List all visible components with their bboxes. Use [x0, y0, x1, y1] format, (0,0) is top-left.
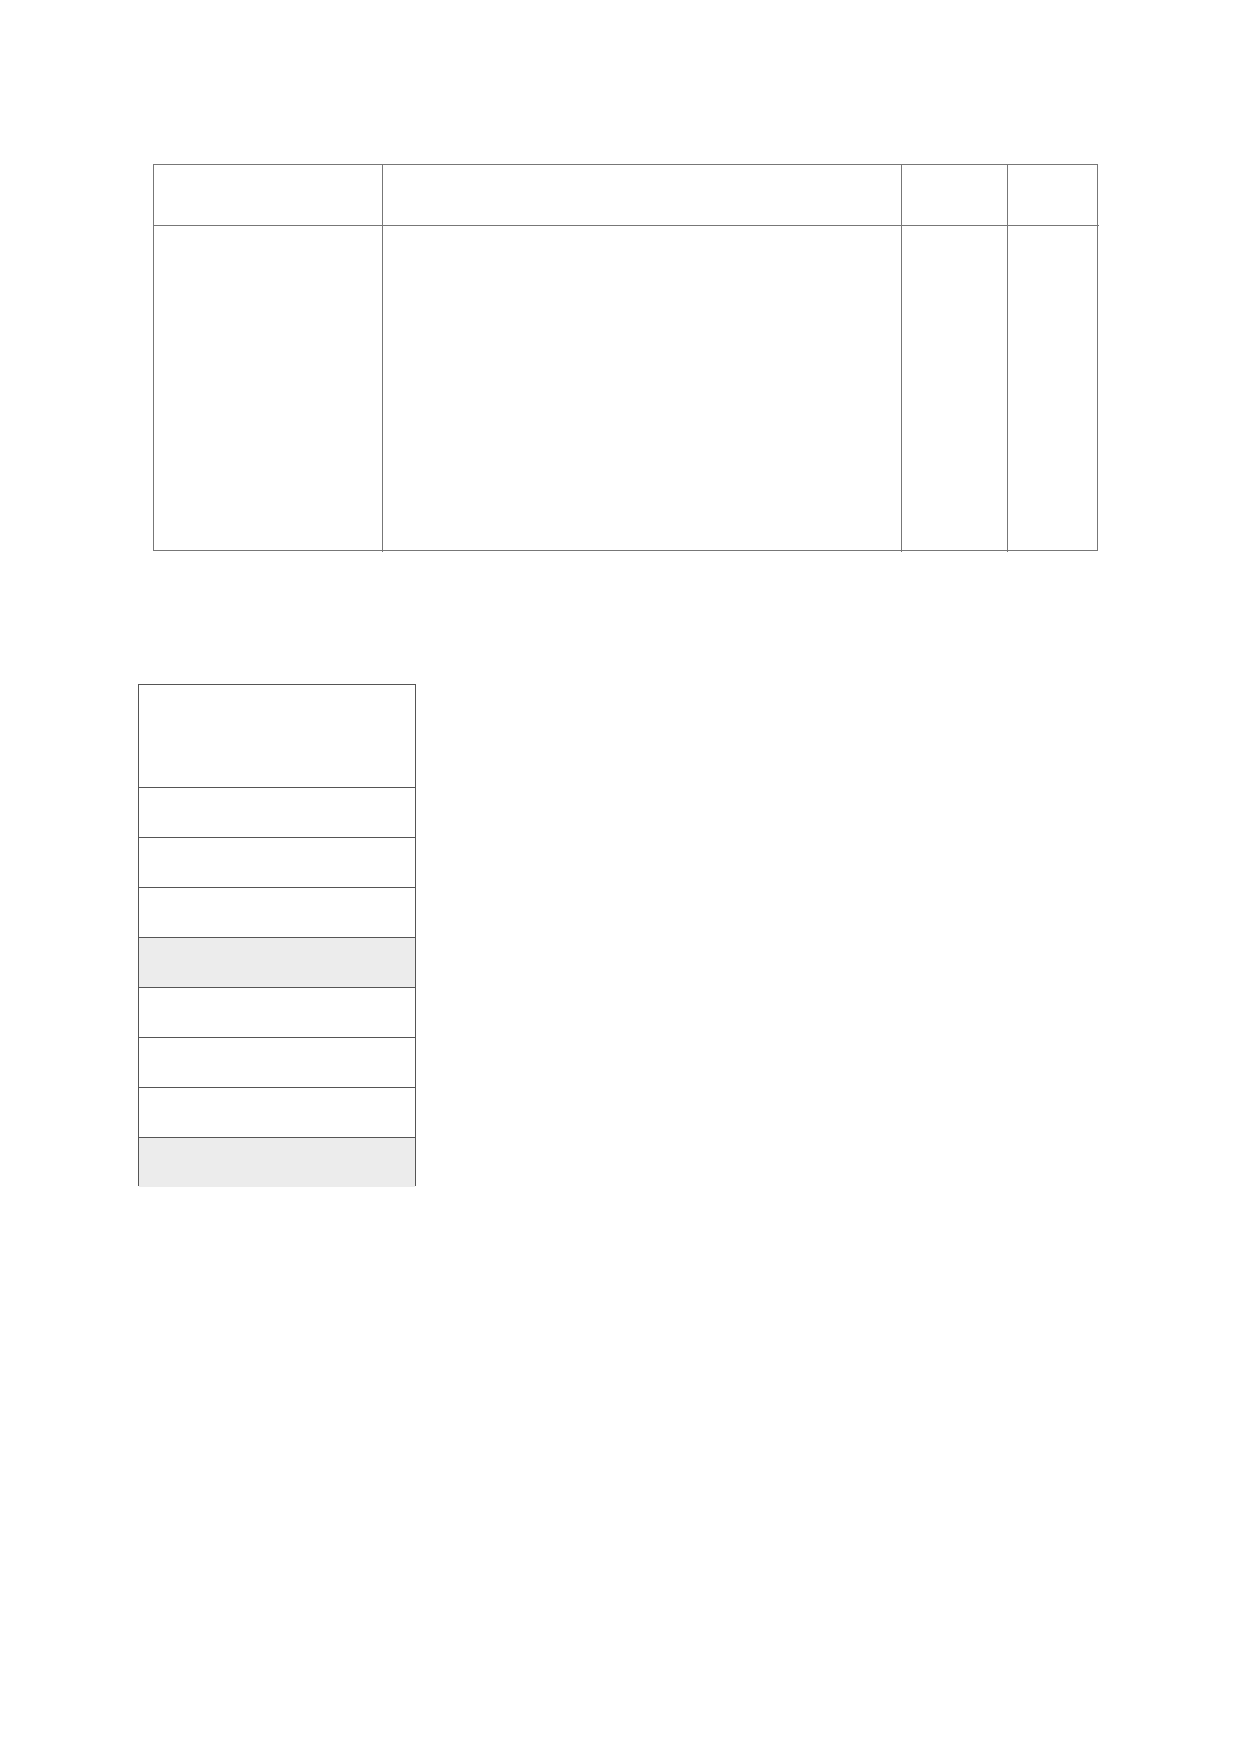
program-title [154, 165, 382, 225]
fund-header [139, 685, 415, 787]
pledge-period [139, 837, 415, 887]
pledge-title [139, 787, 415, 837]
stats-date [1007, 165, 1099, 225]
prayer-column [901, 225, 1007, 552]
schedule-table [153, 164, 1098, 551]
attendance-stats [1007, 225, 1099, 552]
actual-subtotal [139, 1087, 415, 1137]
pledge-subtotal [139, 887, 415, 937]
prayer-header [901, 165, 1007, 225]
building-fund-box [138, 684, 416, 1186]
pledge-rate [139, 937, 415, 987]
actual-rate [139, 1137, 415, 1187]
actual-period [139, 1037, 415, 1087]
actual-title [139, 987, 415, 1037]
duty-title [382, 165, 901, 225]
